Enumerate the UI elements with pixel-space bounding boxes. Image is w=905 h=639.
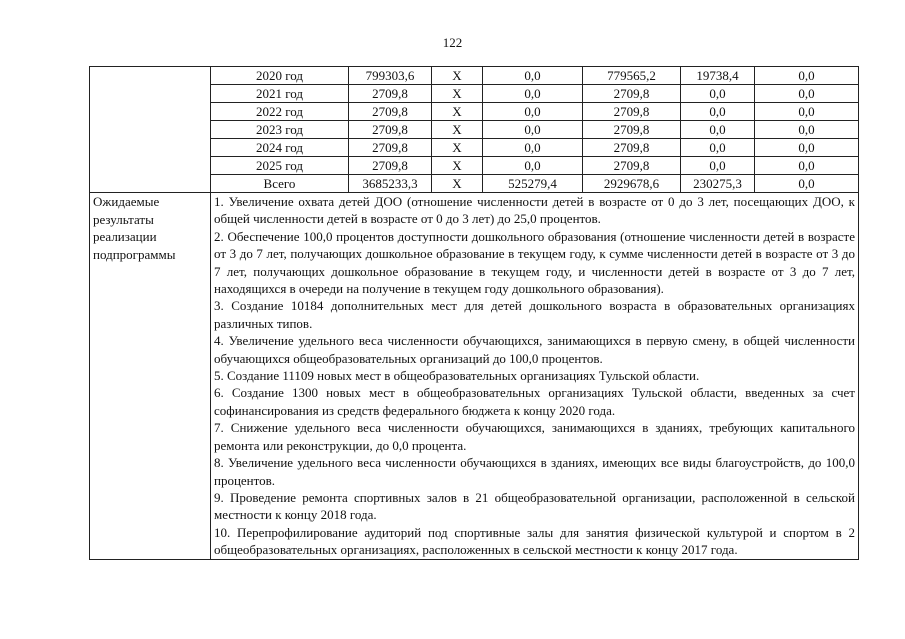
value-cell: 0,0	[755, 175, 859, 193]
result-item: 10. Перепрофилирование аудиторий под спортивные залы для занятия физической культурой и спортом в 2 общеобразовательных организациях, расположенных в сельской местности к концу 2017 года.	[214, 524, 855, 558]
x-cell: Х	[432, 103, 483, 121]
result-item: 8. Увеличение удельного веса численности обучающихся в зданиях, имеющих все виды благоустройств, до 100,0 процентов.	[214, 455, 855, 488]
value-cell: 525279,4	[483, 175, 583, 193]
value-cell: 19738,4	[681, 67, 755, 85]
year-cell: Всего	[211, 175, 349, 193]
result-item: 6. Создание 1300 новых мест в общеобразовательных организациях Тульской области, введенных за счет софинансирования из средств федерального бюджета к концу 2020 года.	[214, 385, 855, 418]
value-cell: 0,0	[681, 121, 755, 139]
value-cell: 779565,2	[583, 67, 681, 85]
total-cell: 2709,8	[349, 103, 432, 121]
x-cell: Х	[432, 157, 483, 175]
year-cell: 2025 год	[211, 157, 349, 175]
value-cell: 0,0	[483, 121, 583, 139]
expected-results-row	[90, 193, 859, 560]
finance-row	[90, 67, 859, 85]
subprogram-passport-table	[89, 66, 859, 560]
finance-label-cell	[90, 67, 211, 193]
x-cell: Х	[432, 85, 483, 103]
value-cell: 2709,8	[583, 139, 681, 157]
value-cell: 2709,8	[583, 103, 681, 121]
value-cell: 0,0	[755, 67, 859, 85]
result-item: 2. Обеспечение 100,0 процентов доступности дошкольного образования (отношение численности детей в возрасте от 3 до 7 лет, получающих дошкольное образование в текущем году, к сумме численности детей в возрасте от 3 до 7 лет, получающих дошкольное образование в текущем году, и численности детей в возрасте от 3 до 7 лет, находящихся в очереди на получение в текущем году дошкольного образования).	[214, 228, 855, 297]
year-cell: 2022 год	[211, 103, 349, 121]
x-cell: Х	[432, 139, 483, 157]
result-item: 3. Создание 10184 дополнительных мест для детей дошкольного возраста в образовательных организациях различных типов.	[214, 298, 855, 331]
value-cell: 0,0	[681, 85, 755, 103]
value-cell: 2709,8	[583, 157, 681, 175]
total-cell: 2709,8	[349, 157, 432, 175]
value-cell: 0,0	[483, 103, 583, 121]
year-cell: 2021 год	[211, 85, 349, 103]
value-cell: 0,0	[681, 157, 755, 175]
result-item: 9. Проведение ремонта спортивных залов в 21 общеобразовательной организации, расположенной в сельской местности к концу 2018 года.	[214, 489, 855, 523]
value-cell: 0,0	[483, 67, 583, 85]
page-number: 122	[442, 35, 463, 50]
value-cell: 2709,8	[583, 85, 681, 103]
expected-results-label: Ожидаемые результаты реализации подпрограммы	[90, 193, 211, 560]
value-cell: 0,0	[755, 85, 859, 103]
result-item: 7. Снижение удельного веса численности обучающихся, занимающихся в зданиях, требующих капитального ремонта или реконструкции, до 0,0 процента.	[214, 420, 855, 453]
total-cell: 2709,8	[349, 139, 432, 157]
total-cell: 2709,8	[349, 85, 432, 103]
value-cell: 0,0	[681, 103, 755, 121]
year-cell: 2023 год	[211, 121, 349, 139]
expected-results-list	[211, 193, 859, 560]
x-cell: Х	[432, 175, 483, 193]
total-cell: 799303,6	[349, 67, 432, 85]
total-cell: 2709,8	[349, 121, 432, 139]
value-cell: 0,0	[755, 139, 859, 157]
year-cell: 2024 год	[211, 139, 349, 157]
value-cell: 0,0	[755, 157, 859, 175]
total-cell: 3685233,3	[349, 175, 432, 193]
result-item: 5. Создание 11109 новых мест в общеобразовательных организациях Тульской области.	[214, 368, 700, 384]
value-cell: 0,0	[681, 139, 755, 157]
value-cell: 230275,3	[681, 175, 755, 193]
year-cell: 2020 год	[211, 67, 349, 85]
value-cell: 0,0	[755, 103, 859, 121]
x-cell: Х	[432, 67, 483, 85]
value-cell: 0,0	[483, 85, 583, 103]
value-cell: 2929678,6	[583, 175, 681, 193]
value-cell: 0,0	[483, 139, 583, 157]
result-item: 1. Увеличение охвата детей ДОО (отношение численности детей в возрасте от 0 до 3 лет, посещающих ДОО, к общей численности детей в возрасте от 0 до 3 лет) до 25,0 процентов.	[214, 194, 855, 227]
value-cell: 0,0	[755, 121, 859, 139]
x-cell: Х	[432, 121, 483, 139]
value-cell: 0,0	[483, 157, 583, 175]
result-item: 4. Увеличение удельного веса численности обучающихся, занимающихся в первую смену, в общей численности обучающихся общеобразовательных организаций до 100,0 процентов.	[214, 333, 855, 366]
value-cell: 2709,8	[583, 121, 681, 139]
